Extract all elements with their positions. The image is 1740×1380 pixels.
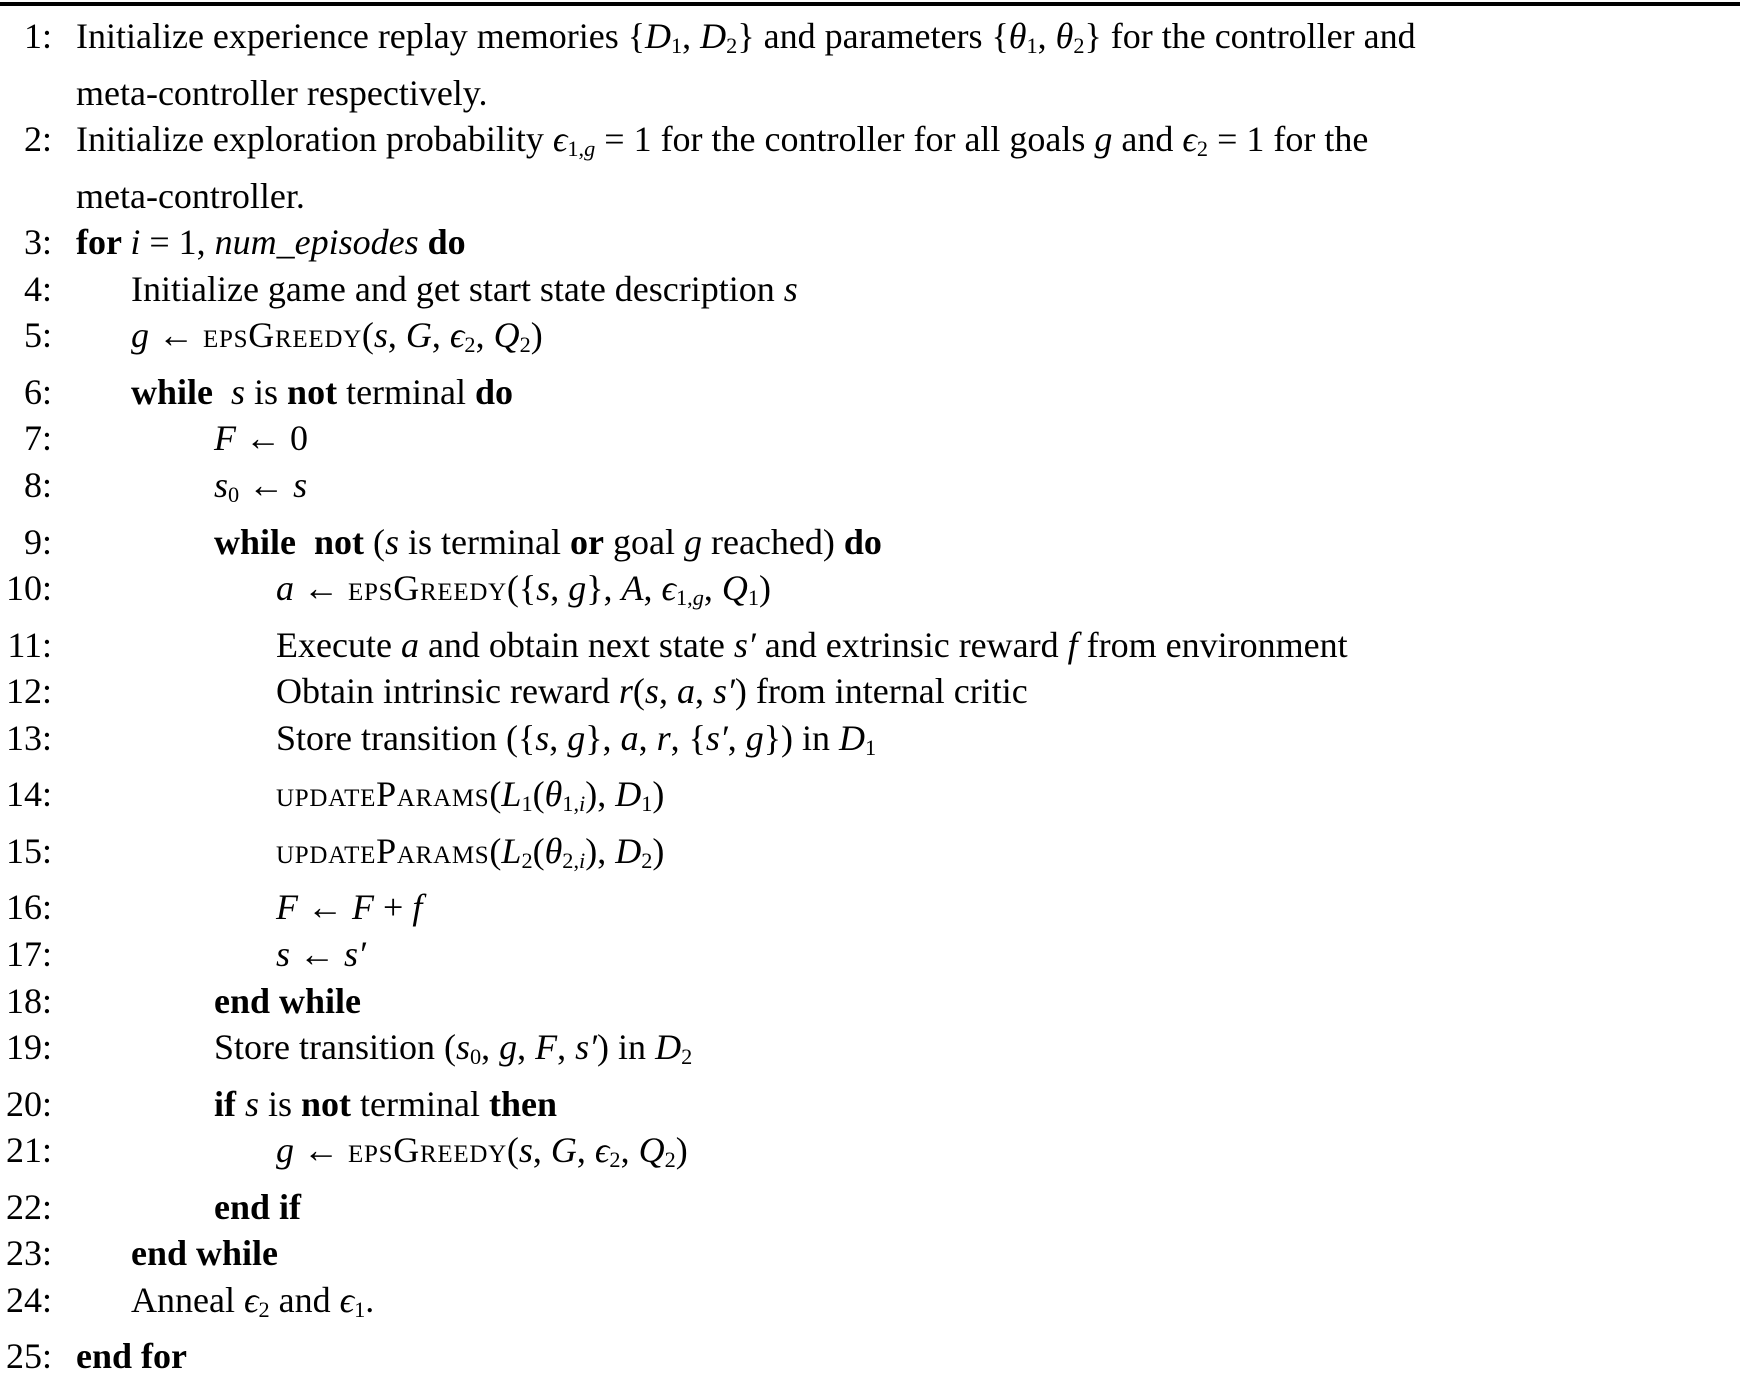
text-segment: ( xyxy=(443,1027,456,1068)
text-segment: is terminal xyxy=(399,521,571,562)
statement xyxy=(276,622,1348,669)
text-segment: g xyxy=(567,717,586,758)
text-segment: updateParams xyxy=(276,830,490,871)
text-segment: θ xyxy=(544,830,563,871)
text-segment: ( xyxy=(361,315,374,356)
text-segment: g xyxy=(745,717,764,758)
text-segment: r xyxy=(656,717,671,758)
text-segment: 2 xyxy=(1196,136,1209,161)
text-segment: 0 xyxy=(228,481,240,507)
text-segment: ), xyxy=(585,774,616,815)
line-number: 5: xyxy=(23,315,52,356)
statement xyxy=(76,1333,187,1380)
statement xyxy=(214,415,308,462)
text-segment: from environment xyxy=(1077,624,1348,665)
text-segment: or xyxy=(570,521,604,562)
text-segment: ), xyxy=(585,830,616,871)
text-segment: Initialize game and get start state description xyxy=(131,268,784,309)
text-segment: s xyxy=(536,568,551,609)
text-segment: ϵ xyxy=(243,1279,259,1320)
algo-line-17 xyxy=(0,931,1740,978)
text-segment: i xyxy=(130,222,141,263)
statement xyxy=(131,1277,374,1334)
text-segment: 2 xyxy=(521,847,533,873)
text-segment: s xyxy=(373,315,388,356)
text-segment: ({ xyxy=(506,568,537,609)
statement xyxy=(131,369,513,416)
text-segment: s′ xyxy=(705,717,728,758)
text-segment xyxy=(296,522,314,562)
text-segment: ) xyxy=(652,830,665,871)
text-segment: + xyxy=(374,887,413,928)
text-segment: for xyxy=(76,222,131,263)
line-number: 19: xyxy=(5,1027,52,1068)
text-segment: ( xyxy=(632,671,645,712)
algo-line-8 xyxy=(0,462,1740,519)
text-segment xyxy=(419,222,428,262)
text-segment: = 1 for the xyxy=(1208,119,1369,160)
text-segment: i xyxy=(579,791,586,817)
text-segment: ← 0 xyxy=(236,418,308,459)
statement xyxy=(276,1127,688,1184)
text-segment: , xyxy=(658,671,677,712)
text-segment: while xyxy=(131,371,214,412)
text-segment: terminal xyxy=(337,371,476,412)
text-segment: ← xyxy=(290,933,345,974)
text-segment: s xyxy=(276,933,291,974)
text-segment: L xyxy=(501,830,522,871)
text-segment: 2 xyxy=(726,32,738,58)
text-segment: and xyxy=(1112,119,1183,160)
text-segment: F xyxy=(276,887,298,928)
text-segment: 1 xyxy=(354,1296,366,1322)
text-segment: ← xyxy=(149,315,203,356)
statement xyxy=(276,771,664,828)
text-segment: in xyxy=(793,717,840,758)
algo-line-2 xyxy=(0,116,1740,219)
text-segment: num_episodes xyxy=(214,222,419,263)
text-segment: then xyxy=(489,1083,558,1124)
algo-line-10 xyxy=(0,565,1740,622)
text-segment: g xyxy=(683,521,702,562)
text-segment: , xyxy=(703,568,722,609)
text-segment: 2 xyxy=(519,332,531,358)
text-segment: 2 xyxy=(664,1147,676,1173)
algo-line-24 xyxy=(0,1277,1740,1334)
line-number: 7: xyxy=(23,418,52,459)
text-segment: s xyxy=(644,671,659,712)
text-segment: not xyxy=(314,521,365,562)
text-segment: and parameters xyxy=(754,16,992,56)
text-segment: and xyxy=(269,1279,340,1320)
text-segment: ϵ xyxy=(552,119,568,160)
text-segment: , xyxy=(643,568,662,609)
text-segment: G xyxy=(550,1130,577,1171)
text-segment: s xyxy=(455,1027,470,1068)
text-segment: θ xyxy=(1055,16,1074,56)
text-segment: ( xyxy=(489,774,502,815)
line-number: 15: xyxy=(5,830,52,871)
text-segment: a xyxy=(676,671,695,712)
text-segment: F xyxy=(535,1027,558,1068)
text-segment: 1 xyxy=(865,734,877,760)
text-segment: g xyxy=(131,315,149,356)
text-segment: 0 xyxy=(470,1044,482,1070)
text-segment: ) xyxy=(734,671,747,712)
text-segment: }, xyxy=(586,568,622,609)
statement xyxy=(276,565,771,622)
text-segment: , xyxy=(576,1130,595,1171)
text-segment: D xyxy=(700,16,727,56)
text-segment: Obtain intrinsic reward xyxy=(276,671,619,712)
text-segment: do xyxy=(475,371,514,412)
text-segment: ) xyxy=(652,774,665,815)
text-segment: , xyxy=(517,1027,536,1068)
line-number: 12: xyxy=(5,671,52,712)
statement xyxy=(214,519,882,566)
text-segment: Q xyxy=(638,1130,665,1171)
line-number: 1: xyxy=(23,16,52,56)
text-segment: g xyxy=(692,585,704,611)
text-segment: ) xyxy=(759,568,772,609)
text-segment: , xyxy=(694,671,713,712)
algo-line-7 xyxy=(0,415,1740,462)
text-segment: , xyxy=(532,1130,551,1171)
text-segment: 2 xyxy=(258,1296,270,1322)
text-segment: Store transition xyxy=(276,717,506,758)
text-segment: ( xyxy=(532,774,545,815)
text-segment: ← xyxy=(298,887,352,928)
text-segment: s xyxy=(535,717,550,758)
text-segment: , xyxy=(431,315,450,356)
statement xyxy=(276,715,876,772)
text-segment: epsGreedy xyxy=(348,1130,507,1171)
text-segment: do xyxy=(427,222,466,263)
text-segment: a xyxy=(620,717,639,758)
text-segment: f xyxy=(1067,624,1078,665)
line-number: 8: xyxy=(23,465,52,506)
text-segment: Initialize exploration probability xyxy=(76,119,553,160)
text-segment: { xyxy=(627,16,646,56)
text-segment: A xyxy=(621,568,644,609)
text-segment: , xyxy=(475,315,494,356)
statement xyxy=(276,668,1028,715)
text-segment: not xyxy=(301,1083,352,1124)
statement xyxy=(276,828,664,885)
text-segment: do xyxy=(843,521,882,562)
algo-line-11 xyxy=(0,622,1740,669)
text-segment: ({ xyxy=(505,717,536,758)
text-segment: end for xyxy=(76,1336,187,1377)
text-segment: ) xyxy=(675,1130,688,1171)
algo-line-15 xyxy=(0,828,1740,885)
text-segment: g xyxy=(1094,119,1113,160)
text-segment: ϵ xyxy=(339,1279,355,1320)
text-segment: , xyxy=(638,717,657,758)
text-segment: r xyxy=(618,671,633,712)
text-segment: 2, xyxy=(562,847,580,873)
text-segment: , xyxy=(481,1027,500,1068)
statement xyxy=(131,1230,278,1277)
algo-line-1 xyxy=(0,13,1740,116)
text-segment: meta-controller. xyxy=(76,175,305,216)
text-segment: terminal xyxy=(351,1083,489,1124)
text-segment: , xyxy=(557,1027,576,1068)
algo-line-12 xyxy=(0,668,1740,715)
text-segment: s′ xyxy=(733,624,756,665)
text-segment: , xyxy=(727,717,746,758)
statement xyxy=(76,116,1368,219)
algorithm-body xyxy=(0,6,1740,1380)
statement xyxy=(131,312,543,369)
algo-line-18 xyxy=(0,978,1740,1025)
text-segment: ϵ xyxy=(449,315,465,356)
text-segment: end if xyxy=(214,1186,302,1227)
text-segment: , xyxy=(682,16,701,56)
line-number: 21: xyxy=(5,1130,52,1171)
text-segment: a xyxy=(400,624,419,665)
line-number: 10: xyxy=(5,568,52,609)
text-segment: end while xyxy=(214,980,362,1021)
text-segment: from internal critic xyxy=(746,671,1028,712)
algo-line-23 xyxy=(0,1230,1740,1277)
text-segment: 2 xyxy=(1073,32,1085,58)
line-number: 14: xyxy=(5,774,52,815)
text-segment: D xyxy=(615,830,642,871)
text-segment xyxy=(213,372,231,412)
statement xyxy=(76,13,1416,116)
text-segment: g xyxy=(499,1027,518,1068)
text-segment: Anneal xyxy=(131,1279,244,1320)
text-segment: F xyxy=(214,418,236,459)
text-segment: , xyxy=(1037,16,1056,56)
line-number: 13: xyxy=(5,717,52,758)
line-number: 25: xyxy=(5,1336,52,1377)
algo-line-9 xyxy=(0,519,1740,566)
text-segment: a xyxy=(276,568,294,609)
text-segment: ( xyxy=(364,521,386,562)
line-number: 11: xyxy=(7,624,52,665)
text-segment: reached) xyxy=(701,521,844,562)
text-segment: s xyxy=(783,268,798,309)
text-segment: is xyxy=(245,371,288,412)
text-segment: s xyxy=(245,1083,260,1124)
text-segment: s′ xyxy=(575,1027,598,1068)
text-segment: Store transition xyxy=(214,1027,444,1068)
text-segment: epsGreedy xyxy=(348,568,507,609)
statement xyxy=(214,1081,557,1128)
text-segment: s xyxy=(518,1130,533,1171)
text-segment: g xyxy=(584,136,596,161)
line-number: 18: xyxy=(5,980,52,1021)
line-number: 3: xyxy=(23,222,52,263)
text-segment: and extrinsic reward xyxy=(755,624,1068,665)
text-segment: epsGreedy xyxy=(203,315,362,356)
text-segment: G xyxy=(405,315,432,356)
text-segment: , xyxy=(550,568,569,609)
text-segment: 2 xyxy=(641,847,653,873)
text-segment: in xyxy=(609,1027,656,1068)
statement xyxy=(76,219,466,266)
algo-line-19 xyxy=(0,1024,1740,1081)
statement xyxy=(276,931,366,978)
text-segment: 1 xyxy=(521,791,533,817)
line-number: 2: xyxy=(23,119,52,160)
text-segment: ← xyxy=(294,568,348,609)
text-segment: i xyxy=(579,847,586,873)
text-segment: ) xyxy=(530,315,543,356)
text-segment: goal xyxy=(604,521,684,562)
algo-line-5 xyxy=(0,312,1740,369)
text-segment: } xyxy=(737,16,755,56)
algo-line-3 xyxy=(0,219,1740,266)
algo-line-25 xyxy=(0,1333,1740,1380)
text-segment: ( xyxy=(489,830,502,871)
text-segment: }) xyxy=(763,717,794,758)
text-segment: 1 xyxy=(671,32,683,58)
text-segment: meta-controller respectively. xyxy=(76,72,488,113)
text-segment: updateParams xyxy=(276,774,490,815)
text-segment: 1, xyxy=(562,791,580,817)
text-segment: Execute xyxy=(276,624,401,665)
text-segment: Initialize experience replay memories xyxy=(76,16,628,56)
text-segment: 1, xyxy=(675,585,693,611)
text-segment: D xyxy=(645,16,672,56)
text-segment: s xyxy=(293,465,308,506)
text-segment: 1 xyxy=(747,585,760,611)
text-segment: and obtain next state xyxy=(418,624,734,665)
text-segment: } xyxy=(1084,16,1102,56)
line-number: 23: xyxy=(5,1233,52,1274)
text-segment: = 1 for the controller for all goals xyxy=(595,119,1095,160)
text-segment: 1 xyxy=(641,791,653,817)
text-segment: f xyxy=(412,887,423,928)
algo-line-14 xyxy=(0,771,1740,828)
statement xyxy=(214,1024,692,1081)
text-segment: is xyxy=(259,1083,302,1124)
algo-line-21 xyxy=(0,1127,1740,1184)
text-segment: , { xyxy=(670,717,706,758)
text-segment: ϵ xyxy=(594,1130,610,1171)
text-segment: , xyxy=(620,1130,639,1171)
text-segment: θ xyxy=(1008,16,1027,56)
statement xyxy=(276,884,422,931)
text-segment: 1, xyxy=(567,136,585,161)
text-segment: D xyxy=(839,717,866,758)
line-number: 4: xyxy=(23,268,52,309)
line-number: 6: xyxy=(23,371,52,412)
algo-line-13 xyxy=(0,715,1740,772)
text-segment: ) xyxy=(597,1027,610,1068)
text-segment: Q xyxy=(721,568,748,609)
text-segment: for the controller and xyxy=(1101,16,1416,56)
text-segment: end while xyxy=(131,1233,279,1274)
text-segment: Q xyxy=(493,315,520,356)
text-segment: not xyxy=(287,371,338,412)
line-number: 17: xyxy=(5,933,52,974)
text-segment: }, xyxy=(585,717,621,758)
text-segment: = 1, xyxy=(140,222,215,263)
text-segment: ϵ xyxy=(661,568,676,609)
text-segment: { xyxy=(991,16,1009,56)
text-segment: θ xyxy=(544,774,563,815)
line-number: 16: xyxy=(5,887,52,928)
text-segment: 1 xyxy=(1026,32,1038,58)
algo-line-6 xyxy=(0,369,1740,416)
text-segment: s xyxy=(214,465,229,506)
text-segment: 2 xyxy=(464,332,476,358)
statement xyxy=(214,1184,301,1231)
text-segment: . xyxy=(365,1279,375,1320)
text-segment: s xyxy=(385,521,400,562)
line-number: 9: xyxy=(23,521,52,562)
text-segment: g xyxy=(276,1130,294,1171)
text-segment: s′ xyxy=(712,671,735,712)
line-number: 24: xyxy=(5,1279,52,1320)
statement xyxy=(214,978,361,1025)
text-segment: ϵ xyxy=(1182,119,1197,160)
text-segment: s xyxy=(231,371,246,412)
line-number: 20: xyxy=(5,1083,52,1124)
text-segment: ← xyxy=(239,465,294,506)
line-number: 22: xyxy=(5,1186,52,1227)
algo-line-22 xyxy=(0,1184,1740,1231)
statement xyxy=(214,462,307,519)
text-segment: if xyxy=(214,1083,245,1124)
text-segment: D xyxy=(615,774,642,815)
text-segment: L xyxy=(501,774,522,815)
text-segment: F xyxy=(352,887,374,928)
text-segment: , xyxy=(549,717,568,758)
algo-line-4 xyxy=(0,266,1740,313)
algo-line-16 xyxy=(0,884,1740,931)
text-segment: , xyxy=(387,315,406,356)
text-segment: ( xyxy=(532,830,545,871)
text-segment: while xyxy=(214,521,297,562)
text-segment: 2 xyxy=(609,1147,621,1173)
text-segment: 2 xyxy=(681,1044,693,1070)
text-segment: D xyxy=(655,1027,682,1068)
text-segment: ← xyxy=(294,1130,348,1171)
text-segment: ( xyxy=(506,1130,519,1171)
algo-line-20 xyxy=(0,1081,1740,1128)
text-segment: s′ xyxy=(344,933,366,974)
text-segment: g xyxy=(568,568,587,609)
statement xyxy=(131,266,798,313)
